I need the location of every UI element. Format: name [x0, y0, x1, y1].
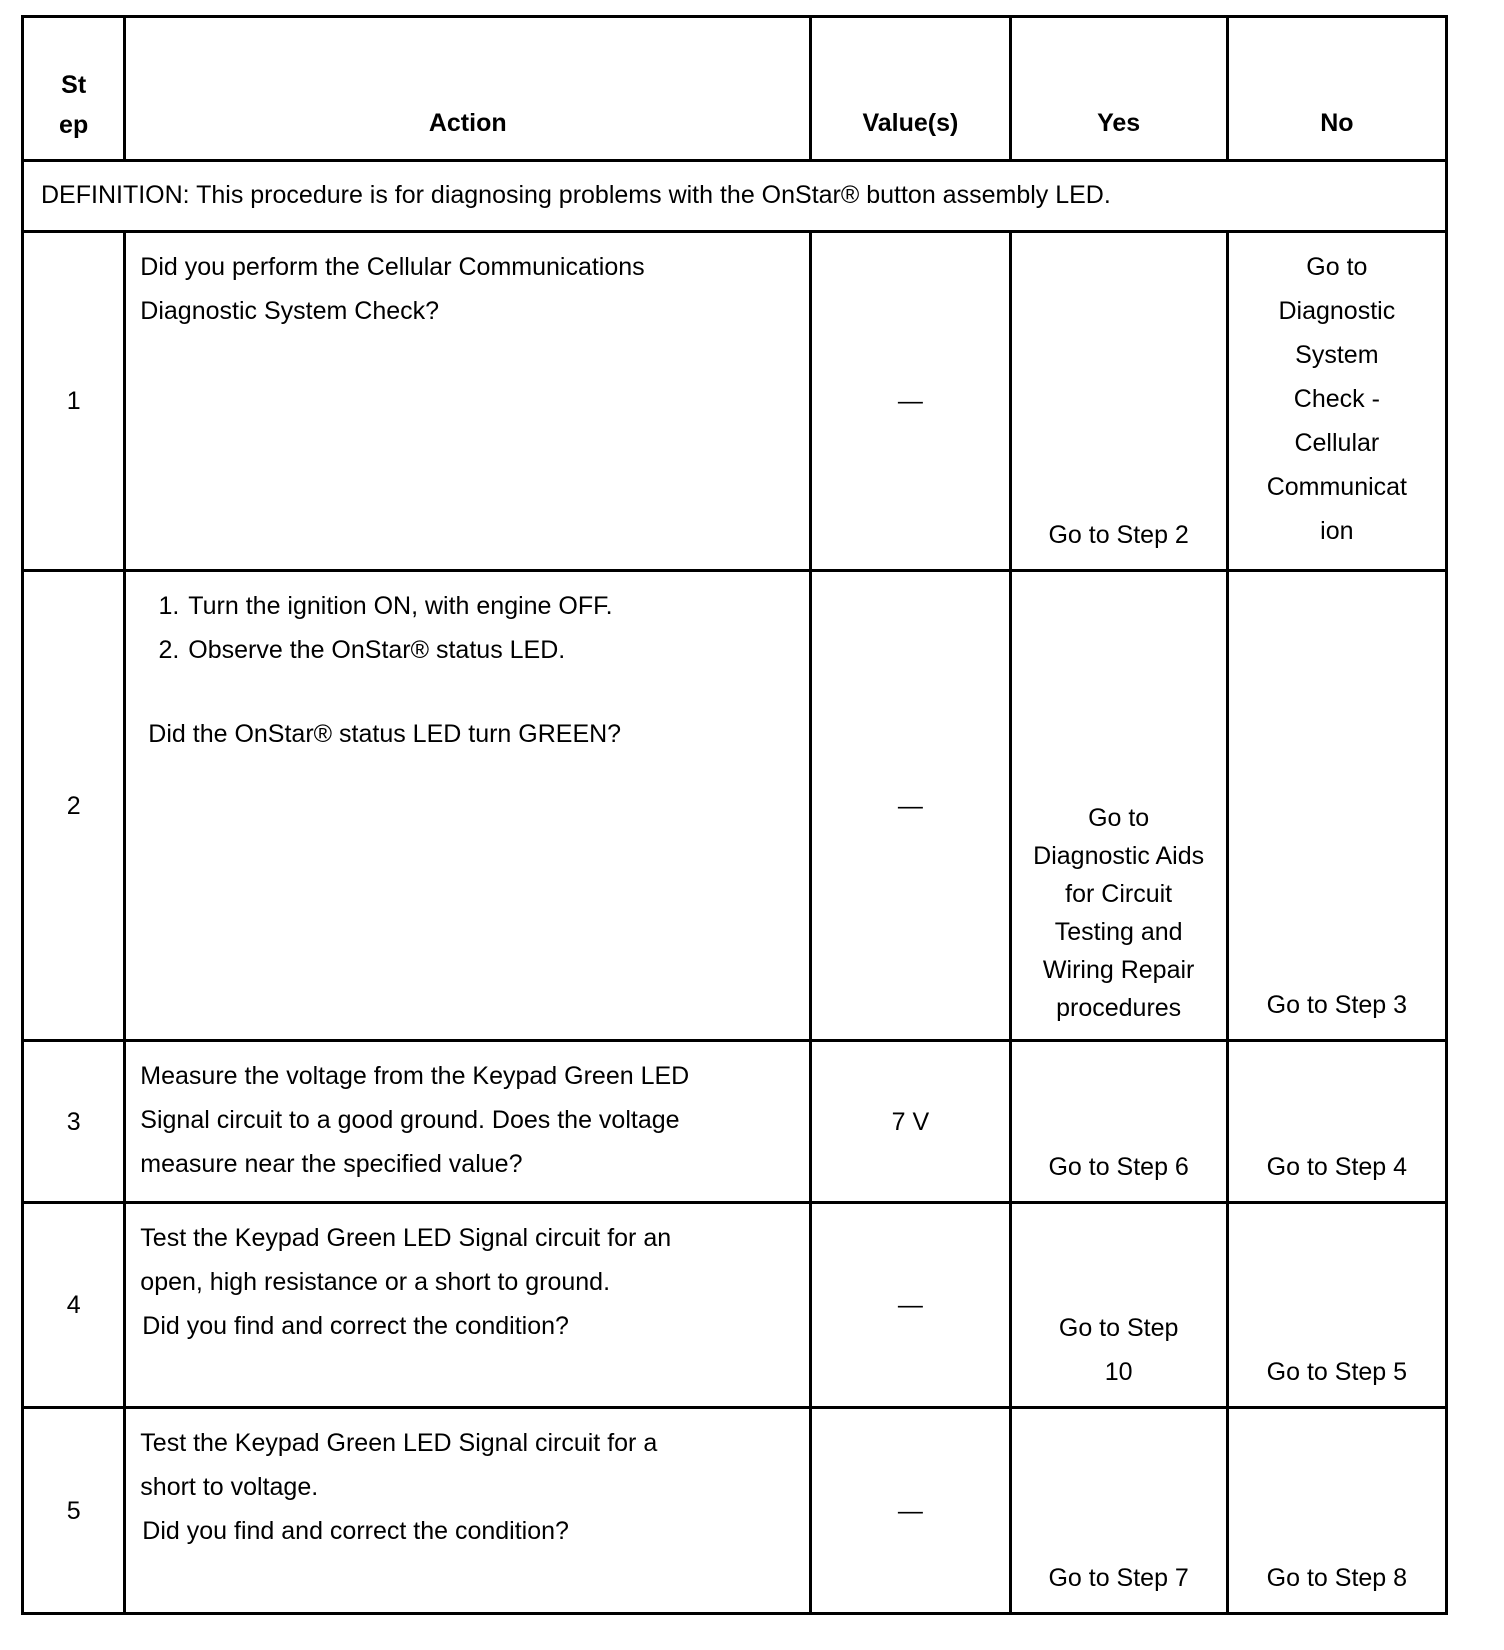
header-values: Value(s)	[811, 17, 1010, 161]
step-number: 4	[23, 1203, 125, 1408]
definition-text: DEFINITION: This procedure is for diagnosing problems with the OnStar® button assembly LED.	[23, 161, 1447, 232]
yes-cell: Go to Diagnostic Aids for Circuit Testing and Wiring Repair procedures	[1010, 571, 1227, 1041]
no-cell: Go to Step 3	[1227, 571, 1446, 1041]
no-cell: Go to Step 8	[1227, 1408, 1446, 1614]
table-row	[23, 1041, 1447, 1203]
no-cell: Go to Diagnostic System Check - Cellular Communicat ion	[1227, 232, 1446, 571]
yes-cell: Go to Step 6	[1010, 1041, 1227, 1203]
step-number: 3	[23, 1041, 125, 1203]
header-step: St ep	[23, 17, 125, 161]
table-row	[23, 1408, 1447, 1614]
action-cell: Did you perform the Cellular Communications Diagnostic System Check?	[125, 232, 811, 571]
action-cell: Measure the voltage from the Keypad Green LED Signal circuit to a good ground. Does the voltage measure near the specified value?	[125, 1041, 811, 1203]
diagnostic-table	[21, 15, 1448, 1615]
header-action: Action	[125, 17, 811, 161]
table-row	[23, 1203, 1447, 1408]
header-no: No	[1227, 17, 1446, 161]
step-number: 5	[23, 1408, 125, 1614]
value-cell: —	[811, 232, 1010, 571]
yes-cell: Go to Step 10	[1010, 1203, 1227, 1408]
value-cell: 7 V	[811, 1041, 1010, 1203]
table-row	[23, 232, 1447, 571]
action-question: Did the OnStar® status LED turn GREEN?	[148, 720, 622, 748]
table-row	[23, 571, 1447, 1041]
action-cell	[125, 571, 811, 1041]
definition-row	[23, 161, 1447, 232]
no-cell: Go to Step 4	[1227, 1041, 1446, 1203]
yes-cell: Go to Step 2	[1010, 232, 1227, 571]
step-number: 1	[23, 232, 125, 571]
header-yes: Yes	[1010, 17, 1227, 161]
action-cell: Test the Keypad Green LED Signal circuit for a short to voltage. Did you find and correct the condition?	[125, 1408, 811, 1614]
list-item: 2. Observe the OnStar® status LED.	[186, 628, 795, 672]
header-row	[23, 17, 1447, 161]
list-item: 1. Turn the ignition ON, with engine OFF.	[186, 584, 795, 628]
action-steps-list	[140, 584, 795, 672]
value-cell: —	[811, 1408, 1010, 1614]
value-cell: —	[811, 1203, 1010, 1408]
action-cell: Test the Keypad Green LED Signal circuit for an open, high resistance or a short to ground. Did you find and correct the condition?	[125, 1203, 811, 1408]
value-cell: —	[811, 571, 1010, 1041]
yes-cell: Go to Step 7	[1010, 1408, 1227, 1614]
step-number: 2	[23, 571, 125, 1041]
no-cell: Go to Step 5	[1227, 1203, 1446, 1408]
